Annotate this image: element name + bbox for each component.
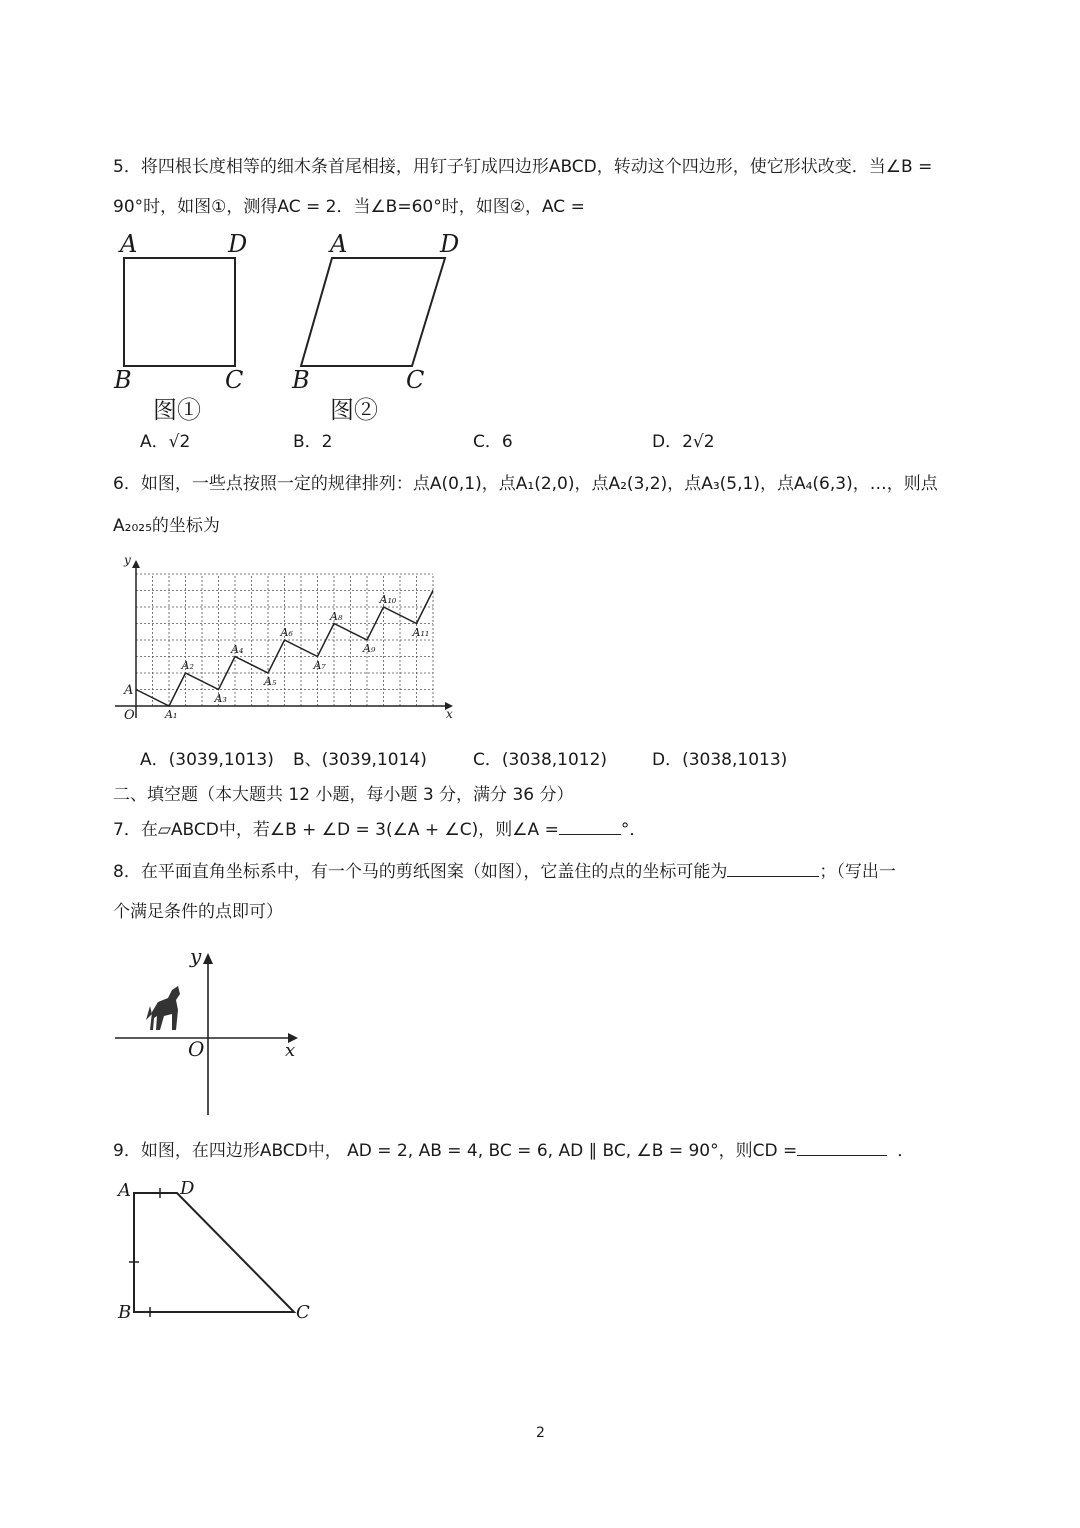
fig1-label-d: D bbox=[228, 230, 248, 258]
q8-x-label: x bbox=[285, 1040, 296, 1061]
q6-point-label: A₁₀ bbox=[379, 593, 397, 606]
fig1-label-c: C bbox=[225, 366, 244, 394]
q6-x-label: x bbox=[446, 707, 453, 721]
q6-option-c: C．(3038,1012) bbox=[473, 750, 608, 770]
q6-y-label: y bbox=[124, 553, 131, 567]
q8-y-label: y bbox=[190, 944, 202, 968]
q6-origin-label: O bbox=[124, 708, 135, 723]
q6-point-label: A₅ bbox=[264, 675, 277, 688]
q9-label-a: A bbox=[118, 1180, 131, 1201]
q9-label-c: C bbox=[296, 1302, 310, 1323]
q7-text bbox=[113, 818, 646, 841]
q9-text-after: ． bbox=[897, 1141, 915, 1161]
fig2-caption: 图② bbox=[330, 396, 378, 424]
q8-line1 bbox=[113, 860, 896, 883]
fig2-label-c: C bbox=[406, 366, 425, 394]
q8-line2: 个满足条件的点即可） bbox=[113, 902, 283, 922]
q8-y-arrow bbox=[203, 953, 213, 964]
q7-text-after: °． bbox=[620, 820, 647, 840]
q6-option-d: D．(3038,1013) bbox=[652, 750, 788, 770]
q6-point-label: A₈ bbox=[330, 609, 343, 623]
q5-option-b: B．2 bbox=[293, 432, 333, 452]
q6-point-label: A₁₁ bbox=[412, 625, 430, 639]
q5-option-d: D．2√2 bbox=[652, 432, 715, 452]
q7-text-before: 7．在▱ABCD中，若∠B + ∠D = 3(∠A + ∠C)，则∠A = bbox=[113, 820, 559, 840]
section2-title: 二、填空题（本大题共 12 小题，每小题 3 分，满分 36 分） bbox=[113, 785, 574, 805]
q6-point-label: A₇ bbox=[313, 658, 326, 672]
fig1-label-a: A bbox=[120, 230, 138, 258]
q6-option-a: A．(3039,1013) bbox=[140, 750, 274, 770]
q9-label-d: D bbox=[180, 1178, 195, 1199]
q8-text-before: 8．在平面直角坐标系中，有一个马的剪纸图案（如图），它盖住的点的坐标可能为 bbox=[113, 862, 728, 882]
q6-point-label: A₆ bbox=[280, 626, 293, 639]
q6-point-label: A₄ bbox=[231, 642, 244, 656]
fig1-label-b: B bbox=[114, 366, 132, 394]
q6-point-a-label: A bbox=[124, 683, 134, 698]
q6-point-label: A₁ bbox=[165, 708, 178, 721]
q9-trapezoid bbox=[134, 1193, 294, 1312]
q8-origin-label: O bbox=[188, 1037, 205, 1061]
q5-line1: 5．将四根长度相等的细木条首尾相接，用钉子钉成四边形ABCD，转动这个四边形，使它形状改变．当∠B = bbox=[113, 157, 933, 177]
q6-y-arrow bbox=[132, 560, 140, 568]
horse-paper-cut-icon bbox=[146, 986, 180, 1030]
q5-option-c: C．6 bbox=[473, 432, 513, 452]
q9-label-b: B bbox=[118, 1302, 132, 1323]
q6-point-label: A₉ bbox=[363, 642, 376, 655]
q8-text-after: ；（写出一 bbox=[819, 862, 896, 882]
fig1-caption: 图① bbox=[153, 396, 201, 424]
q6-option-b: B、(3039,1014) bbox=[293, 750, 427, 770]
q5-option-a: A．√2 bbox=[140, 432, 191, 452]
fig2-label-b: B bbox=[292, 366, 310, 394]
q6-point-label: A₃ bbox=[214, 691, 227, 705]
q6-line1: 6．如图，一些点按照一定的规律排列：点A(0,1)，点A₁(2,0)，点A₂(3,2)，点A₃(5,1)，点A₄(6,3)，…，则点 bbox=[113, 474, 938, 494]
q8-answer-blank[interactable] bbox=[727, 860, 819, 877]
page-number: 2 bbox=[536, 1425, 545, 1441]
q5-line2: 90°时，如图①，测得AC = 2．当∠B=60°时，如图②，AC = bbox=[113, 197, 585, 217]
fig2-label-d: D bbox=[440, 230, 460, 258]
q6-line2: A₂₀₂₅的坐标为 bbox=[113, 516, 220, 536]
q7-answer-blank[interactable] bbox=[559, 818, 621, 835]
fig1-square bbox=[124, 258, 235, 366]
fig2-label-a: A bbox=[330, 230, 348, 258]
q9-text-before: 9．如图，在四边形ABCD中， AD = 2, AB = 4, BC = 6, AD ∥ BC, ∠B = 90°，则CD = bbox=[113, 1141, 798, 1161]
fig2-rhombus bbox=[301, 258, 445, 366]
q9-text bbox=[113, 1139, 914, 1162]
q9-answer-blank[interactable] bbox=[797, 1139, 887, 1156]
q6-point-label: A₂ bbox=[181, 659, 194, 672]
